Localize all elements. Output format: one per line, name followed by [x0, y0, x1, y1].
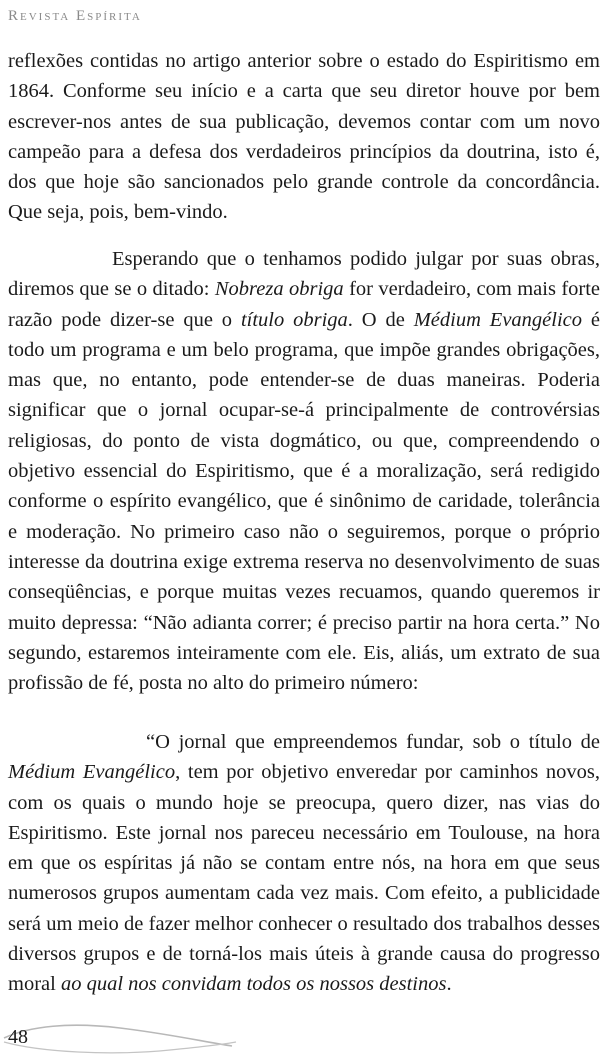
paragraph-3-quote [8, 727, 600, 1000]
paragraph-2-text-g: é todo um programa e um belo programa, que impõe grandes obrigações, mas que, no entanto, pode entender-se de duas maneiras. Poderia significar que o jornal ocupar-se-á principalmente de controvérsias religiosas, do ponto de vista dogmático, ou que, compreendendo o objetivo essencial do Espiritismo, que é a moralização, será redigido conforme o espírito evangélico, que é sinônimo de caridade, tolerância e moderação. No primeiro caso não o seguiremos, porque o próprio interesse da doutrina exige extrema reserva no desenvolvimento de suas conseqüências, e porque muitas vezes recuamos, quando queremos ir muito depressa: “Não adianta correr; é preciso partir na hora certa.” No segundo, estaremos inteiramente com ele. Eis, aliás, um extrato de sua profissão de fé, posta no alto do primeiro número: [8, 308, 600, 695]
paragraph-3-text-e: . [446, 973, 452, 996]
paragraph-1: reflexões contidas no artigo anterior sobre o estado do Espiritismo em 1864. Conforme seu início e a carta que seu diretor houve por bem escrever-nos antes de sua publicação, devemos contar com um novo campeão para a defesa dos verdadeiros princípios da doutrina, isto é, dos que hoje são sancionados pelo grande controle da concordância. Que seja, pois, bem-vindo. [8, 50, 600, 224]
paragraph-2 [8, 244, 600, 698]
paragraph-2-italic-proverb: Nobreza obriga [214, 278, 344, 301]
page-number: 48 [8, 1026, 28, 1048]
paragraph-2-text-a: Esperando que o tenhamos podido julgar por suas obras, diremos que se o ditado: [8, 248, 600, 301]
paragraph-2-italic-title: título obriga [240, 308, 348, 331]
folio-swash-ornament [0, 1012, 240, 1056]
paragraph-3-italic-ending: ao qual nos convidam todos os nossos destinos [60, 973, 447, 996]
paragraph-2-italic-journal: Médium Evangélico [413, 308, 583, 331]
running-head: Revista Espírita [8, 8, 142, 24]
paragraph-3-text-c: , tem por objetivo enveredar por caminhos novos, com os quais o mundo hoje se preocupa, quero dizer, nas vias do Espiritismo. Este jornal nos pareceu necessário em Toulouse, na hora em que os espíritas já não se contam entre nós, na hora em que seus numerosos grupos aumentam cada vez mais. Com efeito, a publicidade será um meio de fazer melhor conhecer o resultado dos trabalhos desses diversos grupos e de torná-los mais úteis à grande causa do progresso moral [8, 761, 600, 996]
paragraph-3-text-a: “O jornal que empreendemos fundar, sob o título de [146, 731, 600, 753]
paragraph-3-italic-journal: Médium Evangélico [8, 761, 176, 784]
paragraph-2-text-e: . O de [347, 308, 414, 331]
paragraph-2-text-c: for verdadeiro, com mais forte razão pode dizer-se que o [8, 278, 601, 331]
